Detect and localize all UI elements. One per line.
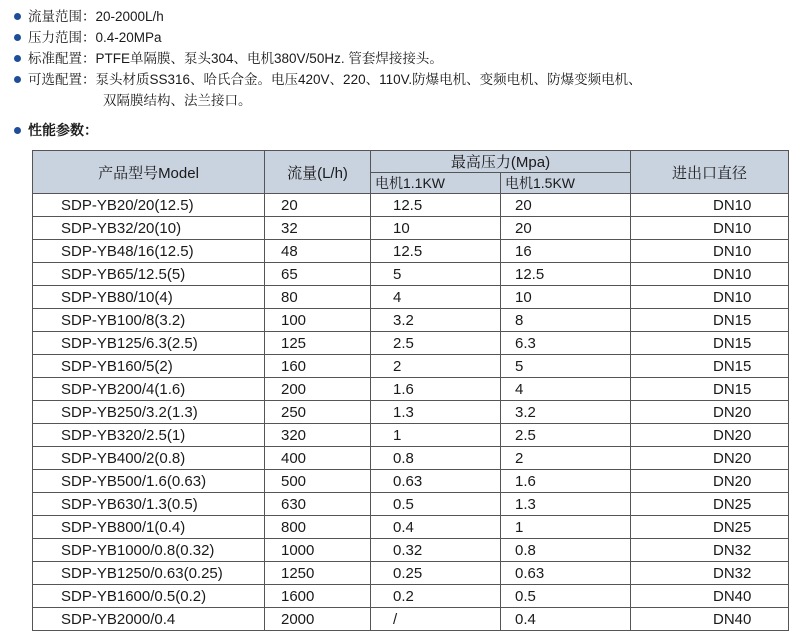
table-row bbox=[33, 378, 789, 401]
table-row bbox=[33, 401, 789, 424]
spec-item-optional-config bbox=[14, 69, 794, 90]
cell-pressure-1-1kw: / bbox=[371, 608, 501, 631]
table-row bbox=[33, 286, 789, 309]
cell-model: SDP-YB125/6.3(2.5) bbox=[33, 332, 265, 355]
bullet-icon bbox=[14, 13, 21, 20]
cell-pressure-1-1kw: 1.6 bbox=[371, 378, 501, 401]
cell-pressure-1-5kw: 20 bbox=[501, 217, 631, 240]
cell-flow: 1600 bbox=[265, 585, 371, 608]
cell-pressure-1-1kw: 10 bbox=[371, 217, 501, 240]
cell-flow: 630 bbox=[265, 493, 371, 516]
cell-pressure-1-5kw: 0.8 bbox=[501, 539, 631, 562]
cell-flow: 320 bbox=[265, 424, 371, 447]
spec-list bbox=[14, 6, 794, 111]
cell-diameter: DN20 bbox=[631, 401, 789, 424]
cell-model: SDP-YB250/3.2(1.3) bbox=[33, 401, 265, 424]
spec-text: 流量范围：20-2000L/h bbox=[28, 9, 164, 24]
cell-flow: 2000 bbox=[265, 608, 371, 631]
section-title bbox=[14, 119, 98, 141]
table-row bbox=[33, 562, 789, 585]
header-diameter: 进出口直径 bbox=[631, 151, 789, 194]
table-row bbox=[33, 424, 789, 447]
cell-pressure-1-1kw: 5 bbox=[371, 263, 501, 286]
cell-model: SDP-YB200/4(1.6) bbox=[33, 378, 265, 401]
cell-diameter: DN25 bbox=[631, 493, 789, 516]
cell-diameter: DN10 bbox=[631, 194, 789, 217]
cell-diameter: DN32 bbox=[631, 562, 789, 585]
cell-pressure-1-1kw: 0.25 bbox=[371, 562, 501, 585]
cell-diameter: DN15 bbox=[631, 378, 789, 401]
table-row bbox=[33, 608, 789, 631]
cell-pressure-1-1kw: 0.32 bbox=[371, 539, 501, 562]
cell-flow: 80 bbox=[265, 286, 371, 309]
cell-pressure-1-5kw: 4 bbox=[501, 378, 631, 401]
cell-flow: 65 bbox=[265, 263, 371, 286]
cell-flow: 32 bbox=[265, 217, 371, 240]
section-title-text: 性能参数： bbox=[28, 122, 98, 138]
cell-pressure-1-1kw: 0.5 bbox=[371, 493, 501, 516]
cell-pressure-1-5kw: 2.5 bbox=[501, 424, 631, 447]
table-row bbox=[33, 516, 789, 539]
bullet-icon bbox=[14, 34, 21, 41]
cell-diameter: DN40 bbox=[631, 585, 789, 608]
cell-model: SDP-YB80/10(4) bbox=[33, 286, 265, 309]
table-row bbox=[33, 263, 789, 286]
performance-table bbox=[32, 150, 789, 631]
cell-model: SDP-YB1000/0.8(0.32) bbox=[33, 539, 265, 562]
cell-pressure-1-5kw: 10 bbox=[501, 286, 631, 309]
cell-diameter: DN15 bbox=[631, 309, 789, 332]
table-row bbox=[33, 217, 789, 240]
bullet-icon bbox=[14, 127, 21, 134]
cell-pressure-1-1kw: 0.4 bbox=[371, 516, 501, 539]
table-row bbox=[33, 585, 789, 608]
cell-pressure-1-5kw: 16 bbox=[501, 240, 631, 263]
cell-flow: 20 bbox=[265, 194, 371, 217]
cell-flow: 160 bbox=[265, 355, 371, 378]
cell-pressure-1-1kw: 2.5 bbox=[371, 332, 501, 355]
cell-model: SDP-YB1600/0.5(0.2) bbox=[33, 585, 265, 608]
cell-flow: 250 bbox=[265, 401, 371, 424]
cell-pressure-1-1kw: 2 bbox=[371, 355, 501, 378]
header-motor-1-1kw: 电机1.1KW bbox=[371, 173, 501, 194]
cell-flow: 200 bbox=[265, 378, 371, 401]
cell-model: SDP-YB500/1.6(0.63) bbox=[33, 470, 265, 493]
table-row bbox=[33, 194, 789, 217]
cell-model: SDP-YB800/1(0.4) bbox=[33, 516, 265, 539]
header-model: 产品型号Model bbox=[33, 151, 265, 194]
cell-diameter: DN32 bbox=[631, 539, 789, 562]
table-row bbox=[33, 309, 789, 332]
cell-flow: 1000 bbox=[265, 539, 371, 562]
spec-item-pressure-range bbox=[14, 27, 794, 48]
table-row bbox=[33, 240, 789, 263]
spec-item-standard-config bbox=[14, 48, 794, 69]
table-row bbox=[33, 539, 789, 562]
cell-pressure-1-5kw: 0.63 bbox=[501, 562, 631, 585]
cell-diameter: DN20 bbox=[631, 447, 789, 470]
cell-diameter: DN10 bbox=[631, 286, 789, 309]
cell-diameter: DN10 bbox=[631, 240, 789, 263]
cell-pressure-1-5kw: 1.6 bbox=[501, 470, 631, 493]
cell-pressure-1-1kw: 12.5 bbox=[371, 194, 501, 217]
cell-flow: 800 bbox=[265, 516, 371, 539]
cell-model: SDP-YB160/5(2) bbox=[33, 355, 265, 378]
table-row bbox=[33, 493, 789, 516]
cell-diameter: DN15 bbox=[631, 332, 789, 355]
cell-model: SDP-YB630/1.3(0.5) bbox=[33, 493, 265, 516]
cell-flow: 500 bbox=[265, 470, 371, 493]
cell-model: SDP-YB48/16(12.5) bbox=[33, 240, 265, 263]
cell-flow: 100 bbox=[265, 309, 371, 332]
cell-pressure-1-1kw: 12.5 bbox=[371, 240, 501, 263]
cell-pressure-1-5kw: 6.3 bbox=[501, 332, 631, 355]
spec-text: 双隔膜结构、法兰接口。 bbox=[103, 93, 252, 108]
cell-pressure-1-1kw: 4 bbox=[371, 286, 501, 309]
header-flow: 流量(L/h) bbox=[265, 151, 371, 194]
cell-pressure-1-1kw: 0.63 bbox=[371, 470, 501, 493]
cell-pressure-1-5kw: 1 bbox=[501, 516, 631, 539]
table-row bbox=[33, 447, 789, 470]
cell-flow: 48 bbox=[265, 240, 371, 263]
cell-model: SDP-YB320/2.5(1) bbox=[33, 424, 265, 447]
cell-diameter: DN20 bbox=[631, 470, 789, 493]
cell-pressure-1-5kw: 5 bbox=[501, 355, 631, 378]
spec-text: 标准配置：PTFE单隔膜、泵头304、电机380V/50Hz. 管套焊接接头。 bbox=[28, 51, 443, 66]
cell-pressure-1-5kw: 2 bbox=[501, 447, 631, 470]
cell-diameter: DN20 bbox=[631, 424, 789, 447]
cell-pressure-1-5kw: 0.4 bbox=[501, 608, 631, 631]
spec-item-flow-range bbox=[14, 6, 794, 27]
table-row bbox=[33, 355, 789, 378]
cell-flow: 125 bbox=[265, 332, 371, 355]
cell-pressure-1-5kw: 0.5 bbox=[501, 585, 631, 608]
cell-pressure-1-5kw: 12.5 bbox=[501, 263, 631, 286]
cell-pressure-1-5kw: 20 bbox=[501, 194, 631, 217]
spec-item-optional-config-continued bbox=[14, 90, 794, 111]
cell-model: SDP-YB20/20(12.5) bbox=[33, 194, 265, 217]
cell-pressure-1-1kw: 1.3 bbox=[371, 401, 501, 424]
cell-pressure-1-1kw: 0.8 bbox=[371, 447, 501, 470]
cell-pressure-1-5kw: 8 bbox=[501, 309, 631, 332]
header-motor-1-5kw: 电机1.5KW bbox=[501, 173, 631, 194]
cell-flow: 1250 bbox=[265, 562, 371, 585]
cell-pressure-1-5kw: 3.2 bbox=[501, 401, 631, 424]
spec-text: 可选配置：泵头材质SS316、哈氏合金。电压420V、220、110V.防爆电机、变频电机、防爆变频电机、 bbox=[28, 72, 642, 87]
header-max-pressure: 最高压力(Mpa) bbox=[371, 151, 631, 173]
cell-pressure-1-1kw: 0.2 bbox=[371, 585, 501, 608]
cell-model: SDP-YB400/2(0.8) bbox=[33, 447, 265, 470]
table-row bbox=[33, 470, 789, 493]
cell-flow: 400 bbox=[265, 447, 371, 470]
cell-model: SDP-YB65/12.5(5) bbox=[33, 263, 265, 286]
cell-diameter: DN15 bbox=[631, 355, 789, 378]
cell-model: SDP-YB1250/0.63(0.25) bbox=[33, 562, 265, 585]
table-body bbox=[33, 194, 789, 631]
cell-pressure-1-1kw: 1 bbox=[371, 424, 501, 447]
cell-pressure-1-5kw: 1.3 bbox=[501, 493, 631, 516]
cell-diameter: DN25 bbox=[631, 516, 789, 539]
cell-model: SDP-YB32/20(10) bbox=[33, 217, 265, 240]
bullet-icon bbox=[14, 76, 21, 83]
cell-diameter: DN10 bbox=[631, 263, 789, 286]
cell-model: SDP-YB2000/0.4 bbox=[33, 608, 265, 631]
bullet-icon bbox=[14, 55, 21, 62]
spec-text: 压力范围：0.4-20MPa bbox=[28, 30, 162, 45]
cell-diameter: DN10 bbox=[631, 217, 789, 240]
cell-model: SDP-YB100/8(3.2) bbox=[33, 309, 265, 332]
cell-pressure-1-1kw: 3.2 bbox=[371, 309, 501, 332]
table-row bbox=[33, 332, 789, 355]
cell-diameter: DN40 bbox=[631, 608, 789, 631]
